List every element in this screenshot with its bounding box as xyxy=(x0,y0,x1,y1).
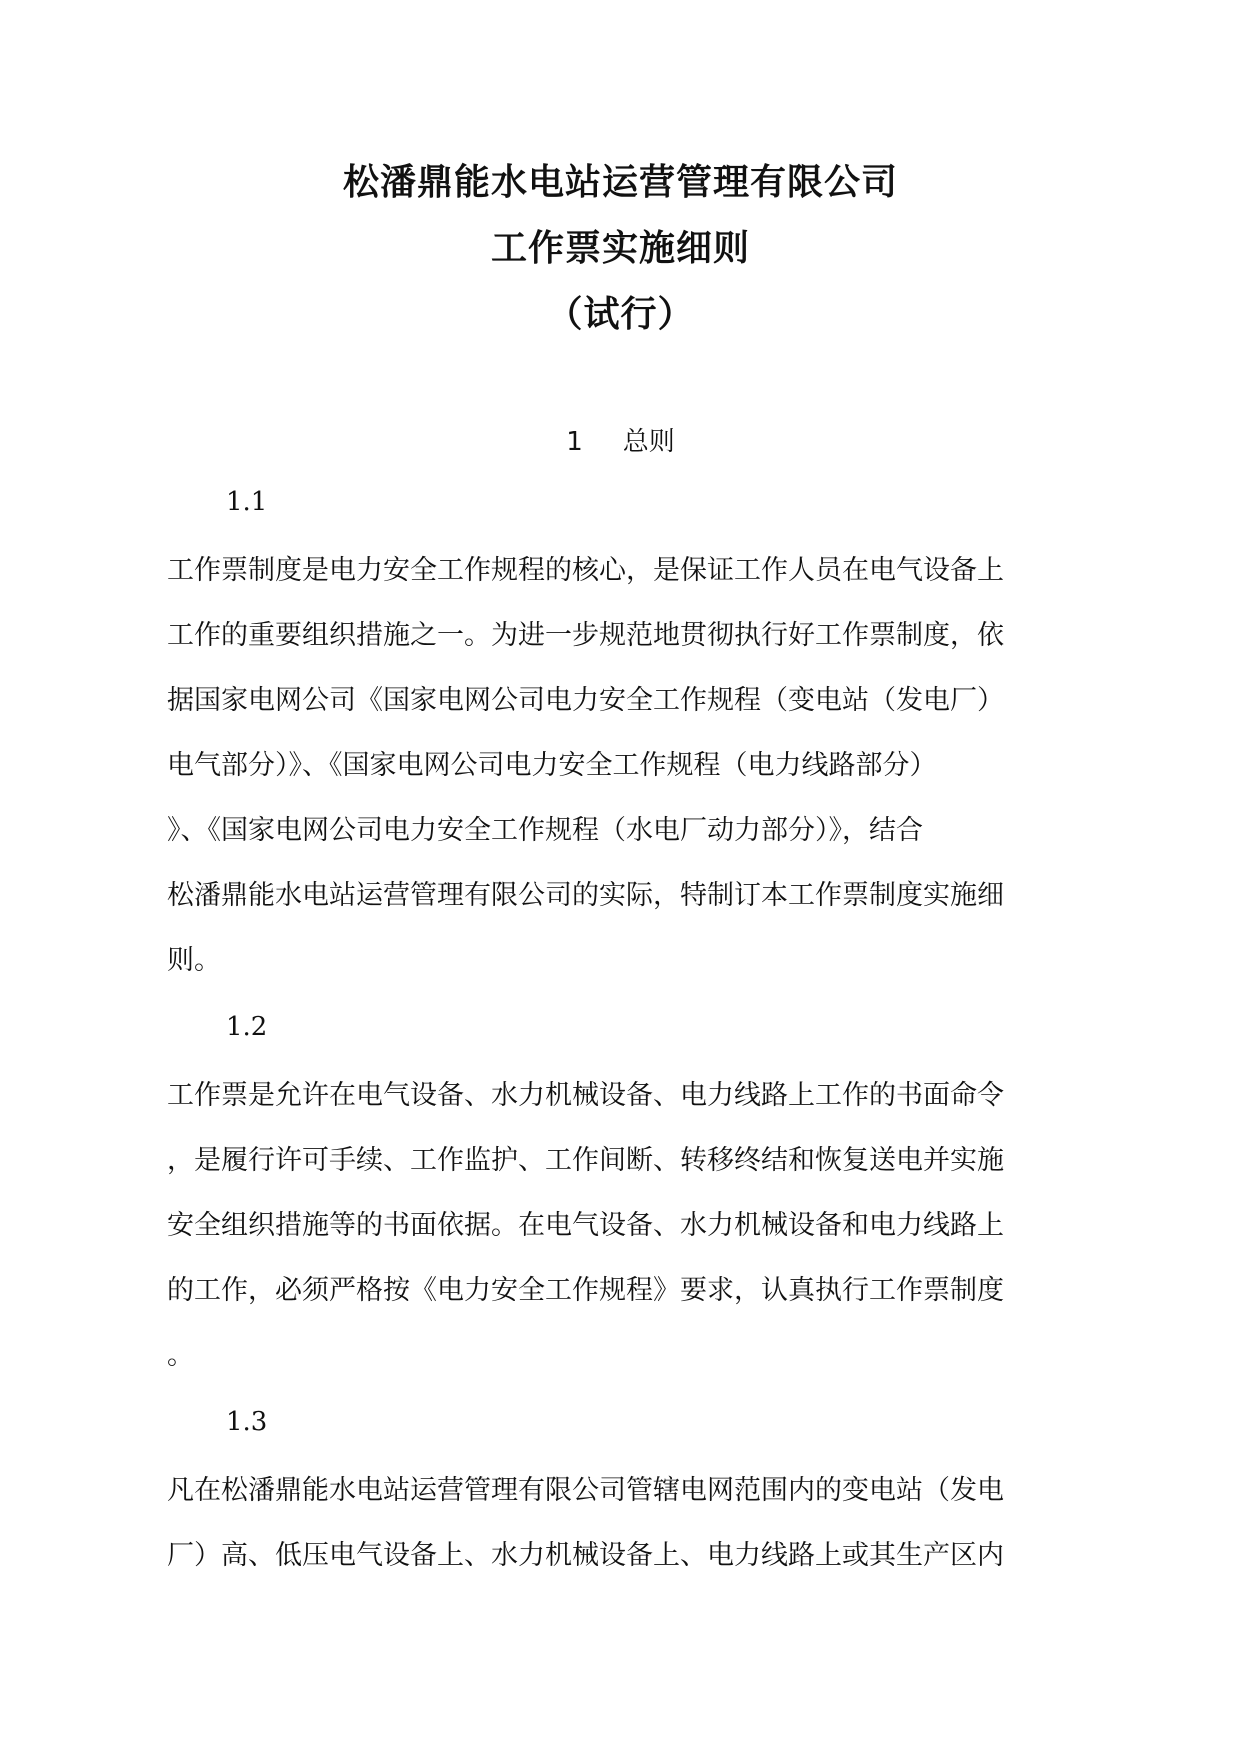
paragraph-line: 工作票是允许在电气设备、水力机械设备、电力线路上工作的书面命令 xyxy=(167,1080,1004,1111)
section-title: 总则 xyxy=(622,427,675,457)
paragraph-line: 》、《国家电网公司电力安全工作规程（水电厂动力部分）》，结合 xyxy=(167,815,923,846)
paragraph-line: 厂）高、低压电气设备上、水力机械设备上、电力线路上或其生产区内 xyxy=(167,1540,1004,1571)
clause-number: 1.2 xyxy=(226,1012,268,1042)
paragraph-line: 工作的重要组织措施之一。为进一步规范地贯彻执行好工作票制度，依 xyxy=(167,620,1004,651)
title-company: 松潘鼎能水电站运营管理有限公司 xyxy=(342,162,898,203)
section-number: 1 xyxy=(566,427,583,457)
clause-paragraph xyxy=(167,1063,1087,1388)
paragraph-line: 松潘鼎能水电站运营管理有限公司的实际，特制订本工作票制度实施细 xyxy=(167,880,1004,911)
paragraph-line: 据国家电网公司《国家电网公司电力安全工作规程（变电站（发电厂） xyxy=(167,685,1004,716)
section-heading xyxy=(0,422,1241,462)
title-document: 工作票实施细则 xyxy=(490,228,750,269)
clause-number: 1.3 xyxy=(226,1407,268,1437)
clause-paragraph xyxy=(167,538,1087,993)
title-status: （试行） xyxy=(546,294,695,335)
paragraph-line: 工作票制度是电力安全工作规程的核心，是保证工作人员在电气设备上 xyxy=(167,555,1004,586)
paragraph-line: 的工作，必须严格按《电力安全工作规程》要求，认真执行工作票制度 xyxy=(167,1275,1004,1306)
paragraph-line: 安全组织措施等的书面依据。在电气设备、水力机械设备和电力线路上 xyxy=(167,1210,1004,1241)
paragraph-line: 。 xyxy=(167,1340,194,1371)
paragraph-line: 则。 xyxy=(167,945,221,976)
paragraph-line: ，是履行许可手续、工作监护、工作间断、转移终结和恢复送电并实施 xyxy=(167,1145,1004,1176)
document-title xyxy=(0,150,1241,348)
paragraph-line: 电气部分）》、《国家电网公司电力安全工作规程（电力线路部分） xyxy=(167,750,937,781)
paragraph-line: 凡在松潘鼎能水电站运营管理有限公司管辖电网范围内的变电站（发电 xyxy=(167,1475,1004,1506)
clause-number: 1.1 xyxy=(226,487,268,517)
clause-paragraph xyxy=(167,1458,1087,1588)
